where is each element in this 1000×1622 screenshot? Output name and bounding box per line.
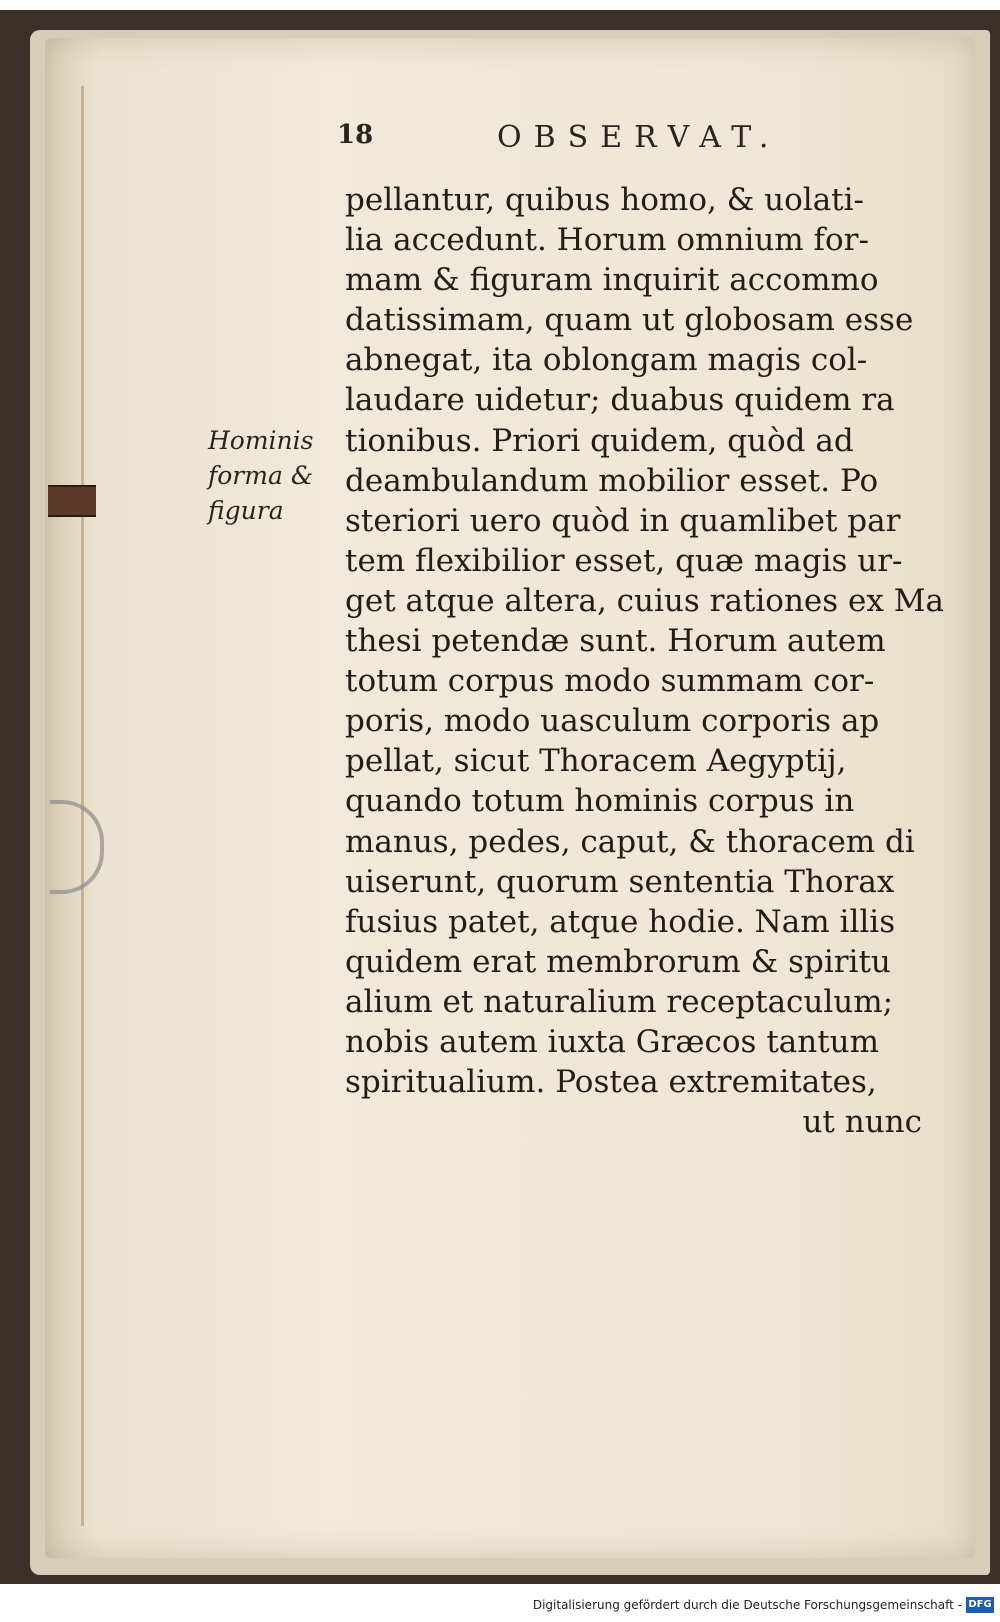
text-line: pellantur, quibus homo, & uolati- (345, 182, 865, 218)
text-line: thesi petendæ sunt. Horum autem (345, 623, 886, 660)
text-line: totum corpus modo summam cor- (345, 663, 875, 700)
dfg-logo: DFG (966, 1597, 994, 1613)
marginal-note-line: Hominis (208, 426, 314, 455)
marginal-note-line: figura (208, 496, 284, 525)
text-line: tionibus. Priori quidem, quòd ad (345, 422, 854, 459)
text-line: poris, modo uasculum corporis ap (345, 703, 880, 740)
page-header (337, 120, 817, 160)
text-line: abnegat, ita oblongam magis col- (345, 342, 868, 379)
text-line: spiritualium. Postea extremitates, (345, 1064, 877, 1101)
text-line: nobis autem iuxta Græcos tantum (345, 1023, 880, 1060)
text-line: pellat, sicut Thoracem Aegyptij, (345, 743, 847, 780)
text-line: mam & figuram inquirit accommo (345, 262, 879, 299)
footer-bar (0, 1596, 1000, 1622)
text-line: manus, pedes, caput, & thoracem di (345, 823, 915, 860)
marginal-note (208, 423, 323, 528)
text-line: quidem erat membrorum & spiritu (345, 943, 891, 980)
text-line: steriori uero quòd in quamlibet par (345, 502, 901, 539)
body-text (345, 180, 944, 1142)
text-line: alium et naturalium receptaculum; (345, 983, 894, 1020)
page-number: 18 (337, 120, 374, 150)
text-line: lia accedunt. Horum omnium for- (345, 222, 869, 259)
text-line: deambulandum mobilior esset. Po (345, 462, 879, 499)
marginal-note-line: forma & (208, 461, 314, 490)
text-line: uiserunt, quorum sententia Thorax (345, 863, 895, 900)
text-line: tem flexibilior esset, quæ magis ur- (345, 542, 903, 579)
text-line: datissimam, quam ut globosam esse (345, 302, 914, 339)
funding-credit: Digitalisierung gefördert durch die Deutsche Forschungsgemeinschaft - (532, 1598, 962, 1612)
bookmark-tab (48, 485, 96, 517)
running-title: OBSERVAT. (497, 120, 781, 155)
text-line: quando totum hominis corpus in (345, 783, 855, 820)
text-line: get atque altera, cuius rationes ex Ma (345, 582, 944, 619)
text-line: laudare uidetur; duabus quidem ra (345, 382, 895, 419)
text-line: fusius patet, atque hodie. Nam illis (345, 903, 896, 940)
catchword: ut nunc (802, 1104, 922, 1141)
